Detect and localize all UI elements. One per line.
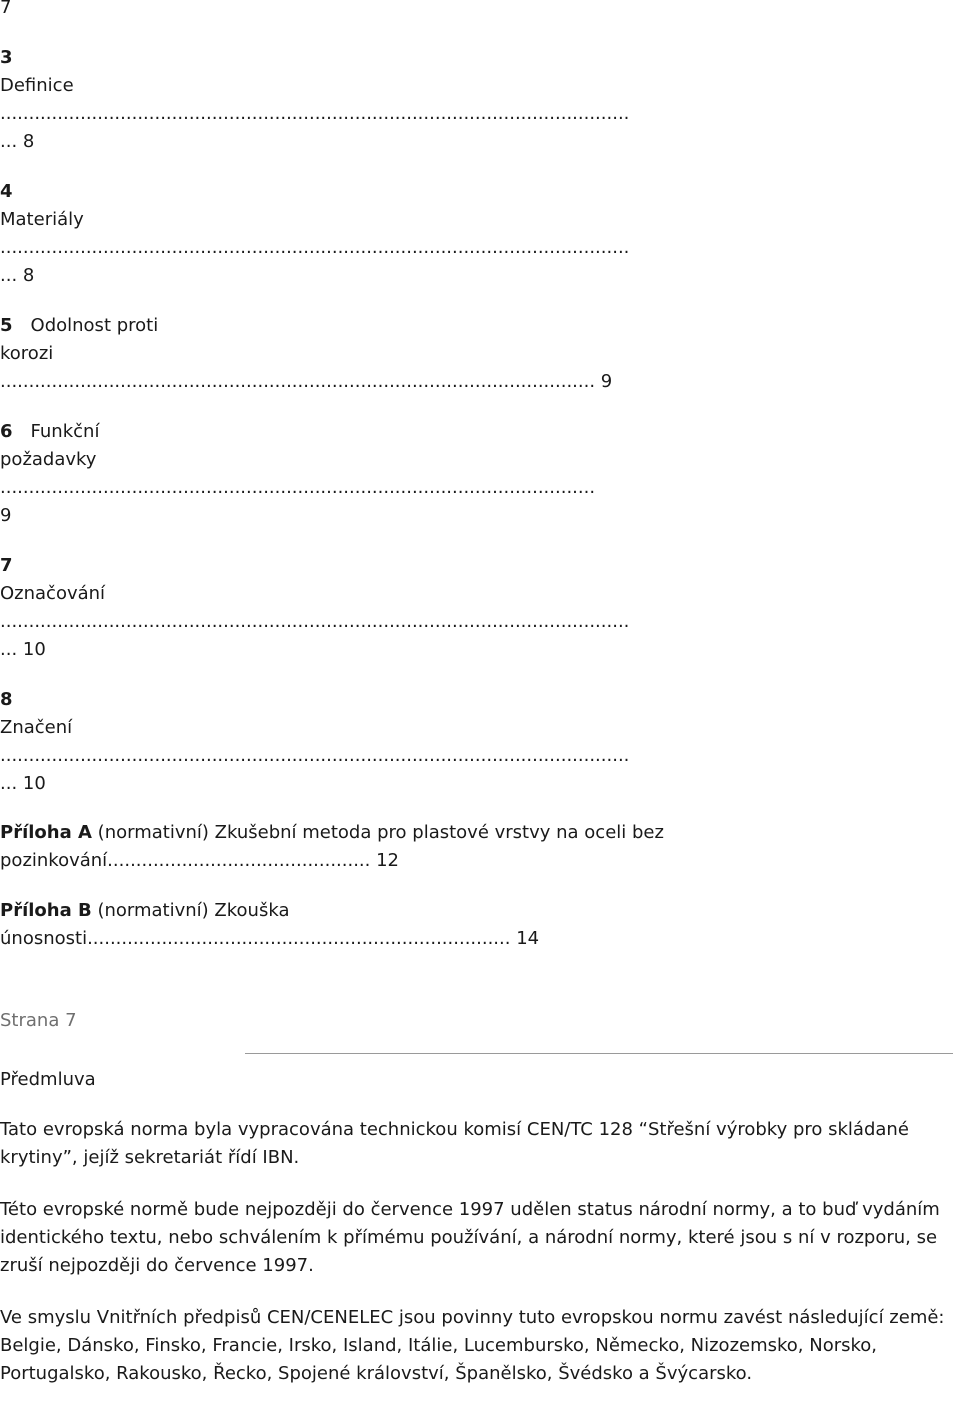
toc-entry-title: Značení (0, 717, 73, 738)
toc-entry-leader: .............................................................................................................. (0, 103, 630, 124)
toc-entry-leader: .............................................................................................................. (0, 745, 630, 766)
toc-entry-title: Definice (0, 75, 74, 96)
toc-annex-leader-page: pozinkování.............................................. 12 (0, 850, 400, 871)
toc-entry-leader: .............................................................................................................. (0, 611, 630, 632)
toc-entry-leader-page: ........................................................................................................ 9 (0, 371, 613, 392)
toc-entry-page: ... 10 (0, 639, 46, 660)
divider (245, 1053, 953, 1054)
toc-entry-leader: .............................................................................................................. (0, 237, 630, 258)
toc-entry-heading (0, 312, 960, 340)
foreword-heading: Předmluva (0, 1069, 96, 1090)
foreword-section (0, 1066, 960, 1388)
toc-entry-number: 7 (0, 555, 13, 576)
toc-entry-leader: ........................................................................................................ (0, 477, 596, 498)
toc-top-page-number: 7 (0, 0, 12, 18)
toc-entry-4[interactable] (0, 178, 960, 290)
toc-entry-5[interactable] (0, 312, 960, 396)
toc-entry-number: 4 (0, 181, 13, 202)
toc-annex-heading (0, 819, 960, 847)
toc-annex-heading (0, 897, 960, 925)
toc-entry-title: Funkční (30, 421, 100, 442)
foreword-paragraph: Tato evropská norma byla vypracována technickou komisí CEN/TC 128 “Střešní výrobky pro skládané krytiny”, jejíž sekretariát řídí IBN. (0, 1119, 909, 1168)
toc-entry-page: ... 10 (0, 773, 46, 794)
toc-entry-title: Označování (0, 583, 106, 604)
toc-entry-7[interactable] (0, 552, 960, 664)
toc-annex-leader-page: únosnosti.......................................................................... 14 (0, 928, 540, 949)
toc-entry-page: ... 8 (0, 265, 35, 286)
toc-entry-page: ... 8 (0, 131, 35, 152)
toc-annex-b[interactable] (0, 897, 960, 953)
toc-entry-6[interactable] (0, 418, 960, 530)
page-label: Strana 7 (0, 1010, 77, 1031)
foreword-paragraph: Ve smyslu Vnitřních předpisů CEN/CENELEC jsou povinny tuto evropskou normu zavést následující země: Belgie, Dánsko, Finsko, Francie, Irsko, Island, Itálie, Lucembursko, Německo, Nizozemsko, Norsko, Portugalsko, Rakousko, Řecko, Spojené království, Španělsko, Švédsko a Švýcarsko. (0, 1307, 945, 1384)
toc-entry-number: 3 (0, 47, 13, 68)
toc-entry-page: 9 (0, 505, 12, 526)
toc-annex-title: (normativní) Zkouška (97, 900, 290, 921)
toc-entry-number: 6 (0, 421, 13, 442)
foreword-paragraph: Této evropské normě bude nejpozději do července 1997 udělen status národní normy, a to buď vydáním identického textu, nebo schválením k přímému používání, a národní normy, které jsou s ní v rozporu, se zruší nejpozději do července 1997. (0, 1199, 940, 1276)
toc-entry-title: Materiály (0, 209, 84, 230)
toc-entry-number: 8 (0, 689, 13, 710)
toc-annex-title: (normativní) Zkušební metoda pro plastové vrstvy na oceli bez (97, 822, 664, 843)
toc-entry-3[interactable] (0, 44, 960, 156)
toc-entry-title-continued: požadavky (0, 449, 97, 470)
toc-entry-8[interactable] (0, 686, 960, 798)
toc-annex-a[interactable] (0, 819, 960, 875)
toc-entry-number: 5 (0, 315, 13, 336)
toc-entry-heading (0, 418, 960, 446)
toc-annex-label: Příloha B (0, 900, 92, 921)
toc-entry-title-continued: korozi (0, 343, 54, 364)
toc-entry-title: Odolnost proti (30, 315, 159, 336)
toc-annex-label: Příloha A (0, 822, 92, 843)
